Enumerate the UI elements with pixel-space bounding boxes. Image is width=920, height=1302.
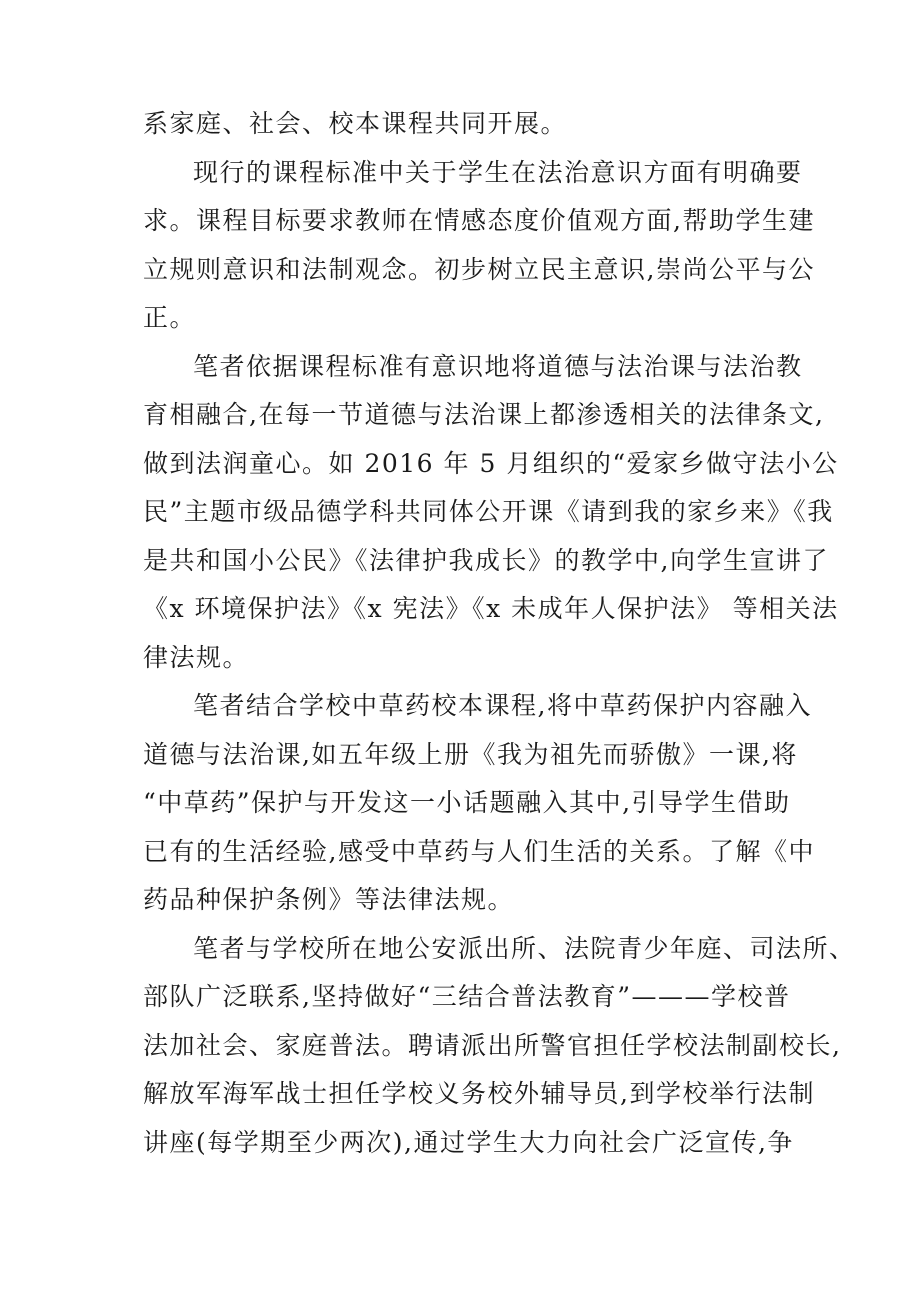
text-line: 系家庭、社会、校本课程共同开展。	[143, 109, 568, 138]
text-line: 道德与法治课,如五年级上册《我为祖先而骄傲》一课,将	[143, 739, 798, 769]
text-line: 求。课程目标要求教师在情感态度价值观方面,帮助学生建	[143, 206, 815, 235]
text-line: 民”主题市级品德学科共同体公开课《请到我的家乡来》《我	[143, 497, 834, 526]
text-line: 律法规。	[143, 642, 250, 672]
text-line: 解放军海军战士担任学校义务校外辅导员,到学校举行法制	[143, 1079, 815, 1108]
text-line: 立规则意识和法制观念。初步树立民主意识,崇尚公平与公	[143, 254, 815, 284]
text-line: 部队广泛联系,坚持做好“三结合普法教育”———学校普	[143, 982, 791, 1011]
text-line: 笔者与学校所在地公安派出所、法院青少年庭、司法所、	[193, 933, 856, 963]
text-line: 育相融合,在每一节道德与法治课上都渗透相关的法律条文,	[143, 400, 825, 429]
text-line: 笔者结合学校中草药校本课程,将中草药保护内容融入	[193, 691, 812, 720]
text-line: “中草药”保护与开发这一小话题融入其中,引导学生借助	[143, 788, 791, 817]
text-line: 讲座(每学期至少两次),通过学生大力向社会广泛宣传,争	[143, 1127, 794, 1157]
text-line: 现行的课程标准中关于学生在法治意识方面有明确要	[193, 157, 803, 187]
text-line: 做到法润童心。如 2016 年 5 月组织的“爱家乡做守法小公	[143, 448, 839, 478]
text-line: 已有的生活经验,感受中草药与人们生活的关系。了解《中	[143, 836, 815, 866]
text-line: 是共和国小公民》《法律护我成长》的教学中,向学生宣讲了	[143, 545, 829, 575]
text-line: 药品种保护条例》等法律法规。	[143, 885, 515, 914]
text-line: 《x 环境保护法》《x 宪法》《x 未成年人保护法》 等相关法	[143, 594, 839, 623]
text-line: 法加社会、家庭普法。聘请派出所警官担任学校法制副校长,	[143, 1030, 842, 1060]
document-page	[143, 100, 856, 1167]
text-line: 正。	[143, 303, 197, 332]
text-line: 笔者依据课程标准有意识地将道德与法治课与法治教	[193, 351, 803, 381]
